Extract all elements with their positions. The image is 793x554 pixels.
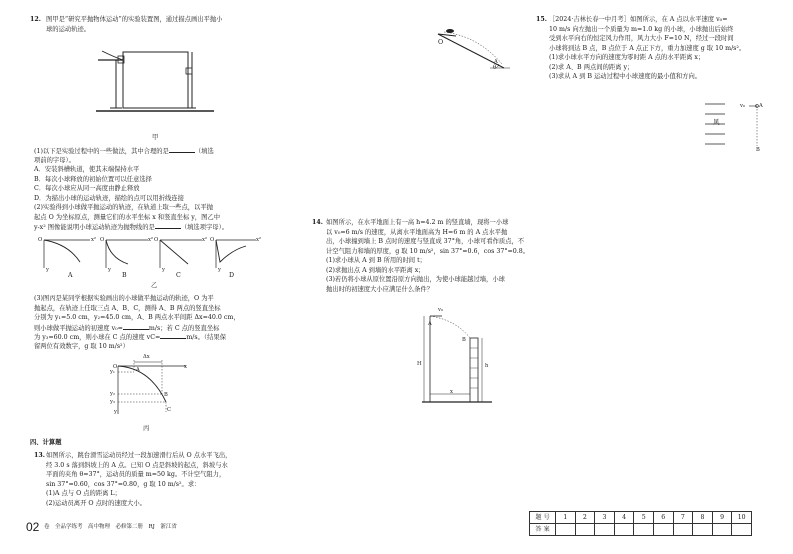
q15-line2: 10 m/s 向左抛出一个质量为 m=1.0 kg 的小球，小球抛出后始终 — [549, 25, 734, 33]
graph-c — [160, 240, 202, 268]
q12-part1-line2: 项前的字母）。 — [34, 156, 75, 164]
bing-point-a-label: A — [136, 367, 140, 373]
ski-figure-angle-theta: θ — [493, 65, 497, 71]
section-heading-calculation: 四、计算题 — [30, 439, 62, 446]
q12-part3-vc-suffix: m/s。（结果保 — [186, 334, 226, 341]
q12-part3-line6: 留两位有效数字，g 取 10 m/s²） — [34, 342, 129, 350]
graph-a-x-axis-label: x² — [91, 237, 97, 243]
wall-figure-h: h — [485, 363, 489, 369]
ski-figure-point-o: O — [438, 39, 444, 46]
q12-part3-vc-prompt: 为 y₃=60.0 cm，则小球在 C 点的速度 vC= — [34, 334, 161, 341]
q14-line8: 抛出时的初速度大小应满足什么条件？ — [326, 285, 434, 293]
graph-b-origin: O — [100, 237, 105, 243]
q15-line1: ［2024·吉林长春一中月考］如图所示，在 A 点以水平速度 v₀= — [549, 16, 728, 23]
q13-line3: 平面的夹角 θ=37°，运动员的质量 m=50 kg。不计空气阻力， — [46, 471, 226, 478]
graph-c-y-axis-label: y — [162, 267, 165, 273]
graph-label-b: B — [122, 272, 127, 279]
q12-part2-line2: 起点 O 为坐标原点，测量它们的水平坐标 x 和竖直坐标 y，图乙中 — [34, 213, 220, 221]
wind-figure-point-b: B — [756, 147, 760, 153]
q12-option-c: C．每次小球应从同一高度由静止释放 — [34, 185, 140, 192]
q12-part3-v0-prompt: 则小球做平抛运动的初速度 v₀= — [34, 324, 123, 332]
q12-part3-line1: (3)图丙是某同学根据实验画出的小球做平抛运动的轨迹，O 为平 — [34, 295, 214, 302]
q12-part3-vc-blank[interactable] — [160, 332, 186, 339]
q12-part1-suffix: （填选 — [194, 148, 214, 155]
q14-line2: 以 v₀=6 m/s 的速度，从离水平地面高为 H=6 m 的 A 点水平抛 — [326, 228, 508, 236]
footer-text: 卷 全品学练考 高中物理 必修第二册 RJ 浙江省 — [44, 524, 177, 530]
answer-number-cell: 8 — [693, 512, 713, 524]
q13-line1: 如图所示，跳台滑雪运动员经过一段加速滑行后从 O 点水平飞出， — [46, 452, 232, 459]
q12-part3-line2: 抛起点，在轨迹上任取三点 A、B、C，测得 A、B 两点的竖直坐标 — [34, 304, 221, 312]
graph-b-x-axis-label: x² — [148, 237, 154, 243]
answer-input-cell[interactable] — [634, 524, 654, 536]
wall-figure-x: x — [450, 389, 453, 395]
q12-part3-v0-blank[interactable] — [123, 323, 149, 330]
answer-number-cell: 3 — [595, 512, 615, 524]
answer-table-answer-row — [530, 524, 752, 536]
q13-line4: sin 37°=0.60，cos 37°=0.80，g 取 10 m/s²。求： — [46, 480, 201, 488]
wall-figure-point-a: A — [428, 321, 432, 327]
answer-table-number-row — [530, 512, 752, 524]
q13-number: 13. — [34, 452, 45, 459]
q14-line6: (2)求抛出点 A 到墙的水平距离 x； — [326, 266, 425, 274]
answer-input-cell[interactable] — [712, 524, 732, 536]
graph-label-c: C — [176, 272, 181, 279]
answer-input-cell[interactable] — [556, 524, 576, 536]
wind-figure-point-a: A — [759, 103, 763, 109]
q12-part1-answer-blank[interactable] — [169, 146, 195, 153]
q14-line4: 计空气阻力和墙的厚度，g 取 10 m/s²，sin 37°=0.6，cos 37°=0.8。 — [326, 247, 530, 255]
q12-option-b: B．每次小球释放的初始位置可以任意选择 — [34, 175, 152, 183]
answer-input-cell[interactable] — [614, 524, 634, 536]
answer-number-cell: 10 — [732, 512, 752, 524]
q14-line3: 出，小球撞到墙上 B 点时的速度与竖直成 37°角，小球可看作质点，不 — [326, 238, 525, 245]
answer-number-cell: 9 — [712, 512, 732, 524]
graph-a-origin: O — [38, 237, 43, 243]
q15-line3: 受到水平向右的恒定风力作用，风力大小 F=10 N，经过一段时间 — [549, 35, 734, 42]
q15-number: 15. — [536, 16, 547, 23]
figure-caption-jia: 甲 — [152, 134, 159, 141]
answer-input-cell[interactable] — [653, 524, 673, 536]
graph-d — [216, 240, 256, 268]
wind-figure-label: 风 — [713, 118, 720, 126]
bing-point-c-label: C — [167, 407, 171, 413]
trajectory-figure-bing — [110, 358, 190, 416]
q12-number: 12. — [30, 16, 41, 23]
figure-caption-yi: 乙 — [151, 282, 158, 289]
q15-line5: (1)求小球水平方向的速度为零时距 A 点的水平距离 x； — [549, 54, 705, 61]
wall-figure-H: H — [417, 361, 422, 367]
q12-part3-v0-suffix: m/s；若 C 点的竖直坐标 — [148, 324, 220, 332]
bing-y1-label: y₁ — [110, 369, 116, 375]
bing-dx-label: Δx — [143, 354, 150, 360]
answer-table-answer-header: 答 案 — [530, 524, 556, 536]
q14-line5: (1)求小球从 A 到 B 所用的时间 t； — [326, 257, 426, 264]
bing-y3-label: y₃ — [110, 399, 116, 405]
q13-line2: 经 3.0 s 落到斜坡上的 A 点。已知 O 点是斜坡的起点，斜坡与水 — [46, 461, 228, 469]
bing-x-axis-label: x — [184, 364, 187, 370]
figure-caption-bing: 丙 — [143, 425, 150, 432]
graph-d-x-axis-label: x² — [256, 237, 262, 243]
q14-line1: 如图所示，在水平地面上有一高 h=4.2 m 的竖直墙，现将一小球 — [326, 219, 509, 226]
answer-input-cell[interactable] — [693, 524, 713, 536]
answer-input-cell[interactable] — [732, 524, 752, 536]
answer-number-cell: 7 — [673, 512, 693, 524]
q12-part2-line3 — [34, 222, 228, 232]
q12-part3-line3: 分别为 y₁=5.0 cm，y₂=45.0 cm，A、B 两点水平间距 Δx=40.0 cm， — [34, 314, 240, 321]
q14-line7: (3)若仍将小球从原位置沿原方向抛出，为使小球能越过墙，小球 — [326, 276, 505, 283]
bing-y-axis-label: y — [114, 409, 117, 415]
wall-figure-point-b: B — [462, 337, 466, 343]
answer-table-number-header: 题 号 — [530, 512, 556, 524]
graph-a-y-axis-label: y — [46, 267, 49, 273]
q15-line6: (2)求 A、B 两点间的距离 y； — [549, 63, 634, 71]
graph-label-a: A — [68, 272, 73, 279]
answer-number-cell: 1 — [556, 512, 576, 524]
q12-option-a: A．安装斜槽轨道，使其末端保持水平 — [34, 166, 140, 173]
answer-input-cell[interactable] — [575, 524, 595, 536]
q13-line5: (1)A 点与 O 点的距离 L； — [46, 490, 121, 497]
q12-part2-line1: (2)实验得到小球做平抛运动的轨迹，在轨道上取一些点，以平抛 — [34, 204, 213, 211]
apparatus-figure-jia — [96, 48, 216, 126]
graph-b-y-axis-label: y — [108, 267, 111, 273]
q15-line4: 小球将到达 B 点，B 点位于 A 点正下方，重力加速度 g 取 10 m/s²。 — [549, 44, 746, 52]
page-number: 02 — [26, 520, 40, 534]
answer-input-cell[interactable] — [595, 524, 615, 536]
ski-figure-point-a: A — [494, 59, 498, 65]
q12-option-d: D．为描出小球的运动轨迹，描绘的点可以用折线连接 — [34, 194, 184, 202]
answer-number-cell: 2 — [575, 512, 595, 524]
graph-c-origin: O — [154, 237, 159, 243]
bing-y2-label: y₂ — [110, 391, 116, 397]
q12-stem-line2: 球的运动轨迹。 — [46, 25, 91, 33]
q12-part2-answer-blank[interactable] — [155, 222, 181, 229]
graph-b — [106, 240, 148, 268]
graph-d-origin: O — [210, 237, 215, 243]
answer-number-cell: 6 — [653, 512, 673, 524]
q15-line7: (3)求从 A 到 B 运动过程中小球速度的最小值和方向。 — [549, 73, 702, 80]
q12-part2-suffix: （填选项字母）。 — [180, 224, 229, 231]
answer-number-cell: 5 — [634, 512, 654, 524]
graph-c-x-axis-label: x² — [202, 237, 208, 243]
graph-label-d: D — [229, 272, 235, 279]
wind-figure-v0: v₀ — [740, 103, 746, 109]
answer-input-cell[interactable] — [673, 524, 693, 536]
q12-part2-prompt: y-x² 图像能说明小球运动轨迹为抛物线的是 — [34, 224, 155, 231]
bing-point-b-label: B — [164, 392, 168, 398]
graph-d-y-axis-label: y — [218, 267, 221, 273]
q12-stem-line1: 图甲是“研究平抛物体运动”的实验装置图，通过描点画出平抛小 — [46, 16, 223, 23]
wall-figure-v0: v₀ — [438, 307, 444, 313]
q12-part1-prompt: (1)以下是实验过程中的一些做法，其中合理的是 — [34, 148, 169, 155]
graph-a — [44, 240, 90, 268]
bing-origin-label: O — [113, 364, 118, 370]
answer-number-cell: 4 — [614, 512, 634, 524]
q14-number: 14. — [312, 219, 323, 226]
q13-line6: (2)运动员离开 O 点时的速度大小。 — [46, 499, 146, 507]
answer-table — [529, 511, 752, 536]
